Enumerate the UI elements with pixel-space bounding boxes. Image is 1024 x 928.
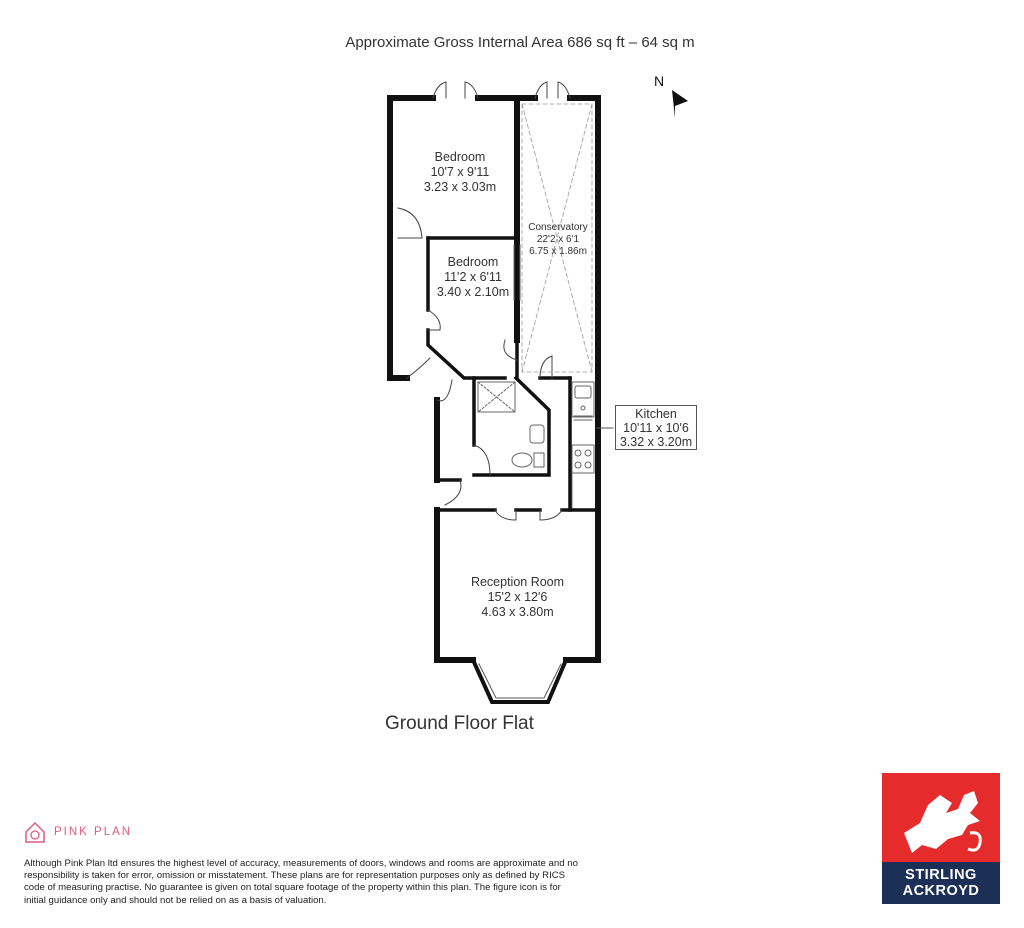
disclaimer-text: Although Pink Plan ltd ensures the highest level of accuracy, measurements of doors, windows and rooms are approximate and no responsibility is taken for error, omission or misstatement. These plans are for representation purposes only as defined by RICS code of measuring practise. No guarantee is given on total square footage of the property within this plan. The figure icon is for initial guidance only and should not be relied on as a basis of valuation.: [24, 858, 578, 906]
pink-plan-text: PINK PLAN: [54, 826, 133, 838]
brand-line-1: STIRLING: [905, 867, 977, 883]
compass-arrow-icon: [672, 90, 688, 118]
page-title: Approximate Gross Internal Area 686 sq ft – 64 sq m: [345, 34, 695, 51]
griffin-icon: [882, 773, 1000, 862]
room-label-conservatory: Conservatory 22'2 x 6'1 6.75 x 1.86m: [528, 222, 588, 257]
pink-plan-logo: [24, 820, 132, 844]
floor-name: Ground Floor Flat: [385, 713, 534, 734]
compass-label: N: [654, 73, 665, 89]
room-label-kitchen: Kitchen 10'11 x 10'6 3.32 x 3.20m: [615, 405, 697, 450]
bay-glazing: [479, 664, 561, 698]
kitchen-units: [572, 382, 594, 508]
room-label-bedroom-1: Bedroom 10'7 x 9'11 3.23 x 3.03m: [423, 150, 497, 194]
stirling-ackroyd-logo: [882, 773, 1000, 904]
bathroom-fixtures: [512, 425, 544, 467]
house-icon: [24, 820, 46, 844]
brand-line-2: ACKROYD: [902, 883, 980, 899]
room-label-reception: Reception Room 15'2 x 12'6 4.63 x 3.80m: [470, 575, 565, 619]
room-label-bedroom-2: Bedroom 11'2 x 6'11 3.40 x 2.10m: [436, 255, 510, 299]
shower-tray: [478, 382, 515, 412]
